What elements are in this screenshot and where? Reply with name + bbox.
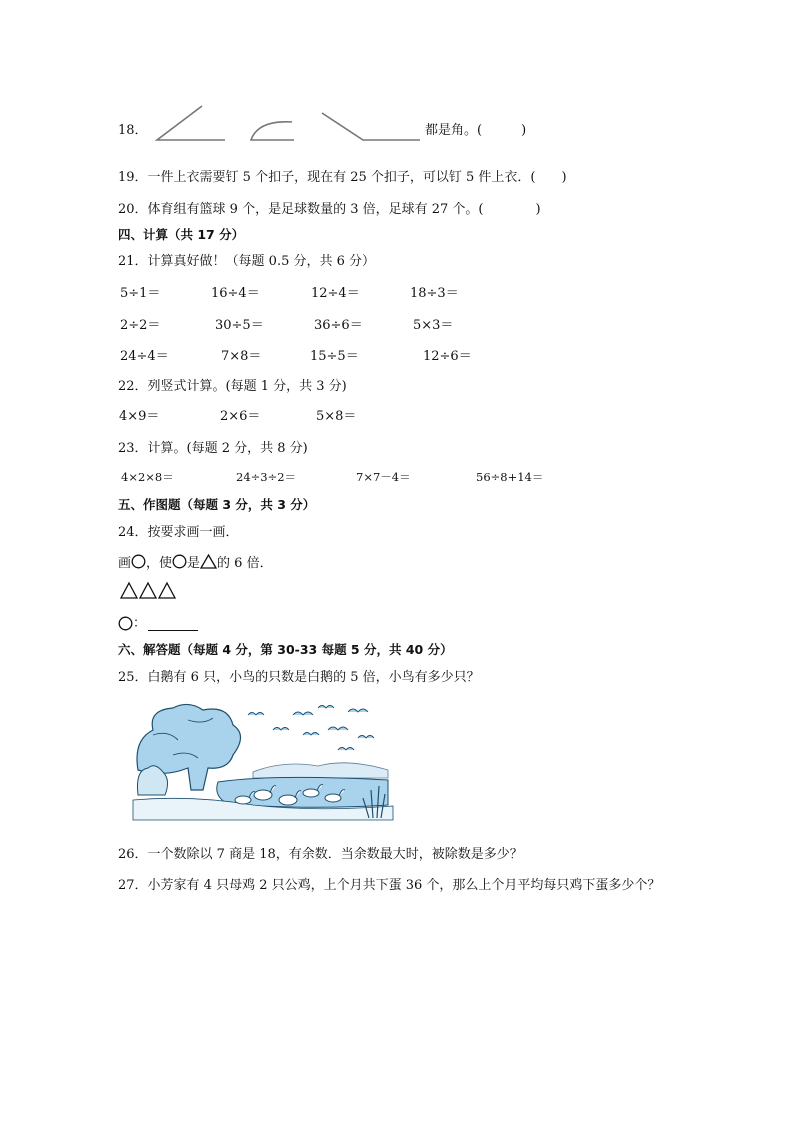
q18-number: 18． [118,123,148,138]
circle-icon [118,616,133,631]
q22-item: 4×9＝ [119,409,160,424]
q21-cell: 36÷6＝ [314,318,363,333]
q25-text: 25．白鹅有 6 只，小鸟的只数是白鹅的 5 倍，小鸟有多少只？ [118,670,480,685]
q22-item: 5×8＝ [316,409,357,424]
q24-title: 24．按要求画一画． [118,525,239,540]
triangle-icon [200,554,217,569]
q21-title: 21．计算真好做！（每题 0.5 分，共 6 分） [118,254,376,269]
circle-icon [131,554,146,569]
q21-cell: 15÷5＝ [310,349,359,364]
q18-text: 都是角。( ) [425,123,527,138]
q26-text: 26．一个数除以 7 商是 18，有余数．当余数最大时，被除数是多少？ [118,847,523,862]
three-triangles [120,582,176,599]
q21-cell: 30÷5＝ [215,318,264,333]
q23-item: 24÷3÷2＝ [236,470,297,484]
q22-item: 2×6＝ [220,409,261,424]
geese-and-birds-illustration [133,700,393,820]
q22-title: 22．列竖式计算。(每题 1 分，共 3 分) [118,379,347,394]
q24-instruction-part: ，使 [146,556,173,571]
section-6-heading: 六、解答题（每题 4 分，第 30-33 每题 5 分，共 40 分） [118,642,453,657]
angle-figure-3 [322,113,420,140]
q21-cell: 24÷4＝ [120,349,169,364]
q23-item: 4×2×8＝ [121,470,174,484]
q27-text: 27．小芳家有 4 只母鸡 2 只公鸡，上个月共下蛋 36 个，那么上个月平均每只鸡下蛋多少个？ [118,878,661,893]
q21-cell: 18÷3＝ [410,286,459,301]
q21-cell: 5×3＝ [413,318,454,333]
q21-cell: 16÷4＝ [211,286,260,301]
q23-title: 23．计算。(每题 2 分，共 8 分) [118,441,308,456]
triangle-icon [140,583,156,598]
angle-figures [150,103,420,143]
q21-cell: 2÷2＝ [120,318,161,333]
angle-figure-1 [157,106,225,140]
q23-item: 7×7－4＝ [356,470,411,484]
q19-text: 19．一件上衣需要钉 5 个扣子，现在有 25 个扣子，可以钉 5 件上衣．( ) [118,170,567,185]
q24-answer-label: ： [133,616,147,631]
q21-cell: 12÷4＝ [311,286,360,301]
q24-instruction-part: 的 6 倍． [217,556,273,571]
q24-instruction-part: 是 [187,556,201,571]
triangle-icon [121,583,137,598]
q20-text: 20．体育组有篮球 9 个，是足球数量的 3 倍，足球有 27 个。( ) [118,202,541,217]
q24-instruction-part: 画 [118,556,132,571]
q24-answer-line [118,612,198,631]
q23-item: 56÷8+14＝ [476,470,544,484]
q21-cell: 5÷1＝ [120,286,161,301]
section-5-heading: 五、作图题（每题 3 分，共 3 分） [118,497,316,512]
answer-blank[interactable] [148,618,198,631]
triangle-icon [159,583,175,598]
circle-icon [172,554,187,569]
q24-instruction [118,552,273,571]
section-4-heading: 四、计算（共 17 分） [118,227,245,242]
angle-figure-2 [251,122,294,140]
q21-cell: 7×8＝ [221,349,262,364]
q21-cell: 12÷6＝ [423,349,472,364]
